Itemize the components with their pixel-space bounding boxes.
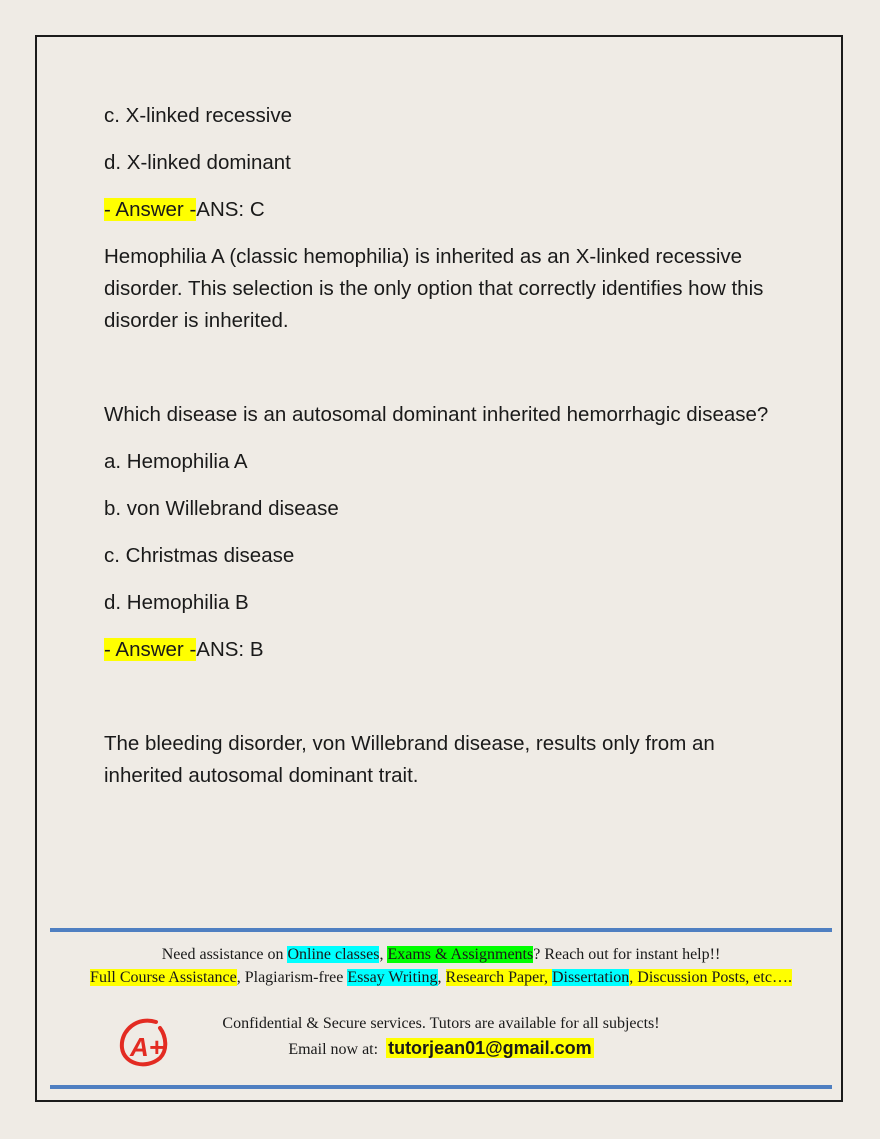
document-body [104, 100, 784, 792]
explanation-2: The bleeding disorder, von Willebrand disease, results only from an inherited autosomal dominant trait. [104, 732, 715, 787]
answer-highlight: - Answer - [104, 638, 197, 661]
explanation-1: Hemophilia A (classic hemophilia) is inherited as an X-linked recessive disorder. This selection is the only option that correctly identifies how this disorder is inherited. [104, 245, 764, 332]
footer-line-3: Confidential & Secure services. Tutors are available for all subjects! [222, 1015, 660, 1032]
footer-email-line: Email now at: tutorjean01@gmail.com [288, 1038, 592, 1058]
footer-top-rule [50, 928, 832, 932]
q2-option-d: d. Hemophilia B [104, 591, 249, 614]
dissertation-link: Dissertation [551, 969, 630, 986]
answer-value: ANS: C [196, 198, 265, 221]
online-classes-link: Online classes [287, 946, 380, 963]
option-c: c. X-linked recessive [104, 104, 292, 127]
essay-link: Essay Writing [347, 969, 438, 986]
logo-text: A+ [130, 1032, 164, 1062]
footer-line-2: Full Course Assistance, Plagiarism-free Essay Writing, Research Paper, Dissertation, Discussion Posts, etc…. [90, 969, 792, 986]
q2-option-c: c. Christmas disease [104, 544, 295, 567]
exams-link: Exams & Assignments [387, 946, 534, 963]
full-course-link: Full Course Assistance [90, 969, 237, 986]
email-link[interactable]: tutorjean01@gmail.com [388, 1038, 592, 1058]
question-2: Which disease is an autosomal dominant inherited hemorrhagic disease? [104, 403, 769, 426]
answer-line-2 [104, 634, 784, 666]
discussion-link: , Discussion Posts, etc…. [629, 969, 792, 986]
footer-line-1: Need assistance on Online classes, Exams & Assignments? Reach out for instant help!! [161, 946, 721, 963]
answer-line-1 [104, 194, 784, 226]
q2-option-a: a. Hemophilia A [104, 450, 248, 473]
answer-value: ANS: B [196, 638, 264, 661]
footer-bottom-rule [50, 1085, 832, 1089]
research-link: Research Paper, [445, 969, 548, 986]
q2-option-b: b. von Willebrand disease [104, 497, 339, 520]
option-d: d. X-linked dominant [104, 151, 291, 174]
answer-highlight: - Answer - [104, 198, 197, 221]
